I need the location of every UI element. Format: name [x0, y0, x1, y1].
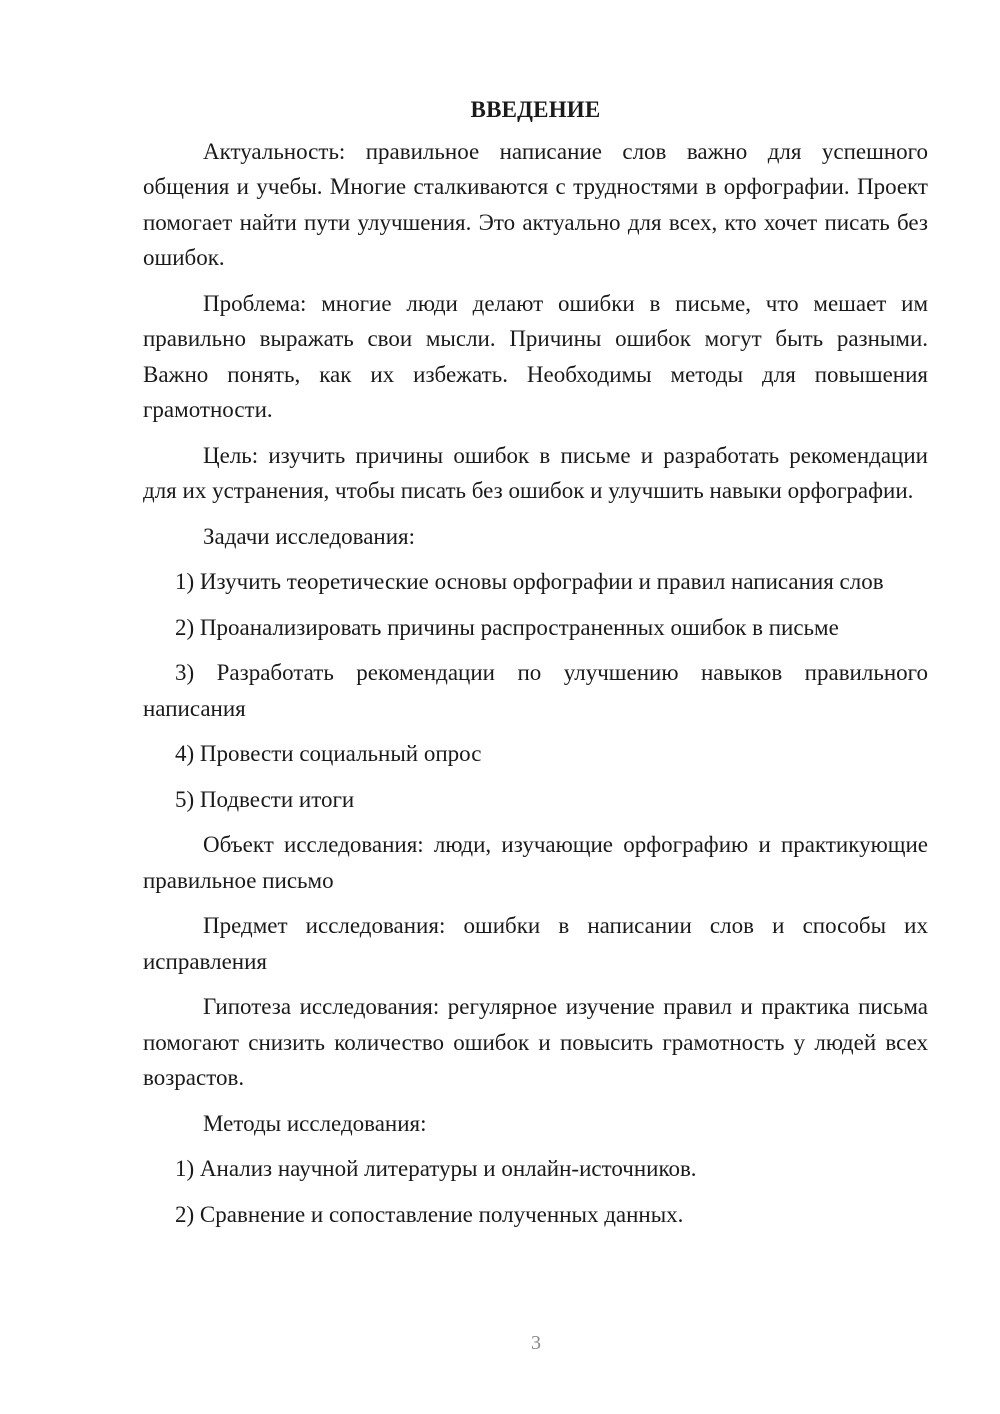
- task-item-4: 4) Провести социальный опрос: [175, 741, 482, 766]
- section-title: ВВЕДЕНИЕ: [470, 97, 601, 122]
- task-item-5: 5) Подвести итоги: [175, 786, 355, 812]
- task-item-1: 1) Изучить теоретические основы орфографии и правил написания слов: [175, 569, 884, 594]
- paragraph-object: Объект исследования: люди, изучающие орфографию и практикующие правильное письмо: [143, 832, 928, 893]
- method-item-1: 1) Анализ научной литературы и онлайн-источников.: [175, 1156, 697, 1181]
- paragraph-problem: Проблема: многие люди делают ошибки в письме, что мешает им правильно выражать свои мысли. Причины ошибок могут быть разными. Важно понять, как их избежать. Необходимы методы для повышения грамотности.: [143, 290, 928, 422]
- methods-heading: Методы исследования:: [203, 1110, 427, 1136]
- tasks-heading: Задачи исследования:: [203, 523, 416, 549]
- paragraph-goal: Цель: изучить причины ошибок в письме и разработать рекомендации для их устранения, чтобы писать без ошибок и улучшить навыки орфографии.: [143, 442, 928, 503]
- page-number: 3: [531, 1332, 541, 1354]
- task-item-2: 2) Проанализировать причины распространенных ошибок в письме: [175, 614, 839, 640]
- task-item-3: 3) Разработать рекомендации по улучшению навыков правильного написания: [143, 660, 928, 721]
- page-content: [143, 92, 928, 1242]
- paragraph-hypothesis: Гипотеза исследования: регулярное изучение правил и практика письма помогают снизить количество ошибок и повысить грамотность у людей всех возрастов.: [143, 994, 928, 1090]
- paragraph-relevance: Актуальность: правильное написание слов важно для успешного общения и учебы. Многие сталкиваются с трудностями в орфографии. Проект помогает найти пути улучшения. Это актуально для всех, кто хочет писать без ошибок.: [143, 138, 928, 270]
- method-item-2: 2) Сравнение и сопоставление полученных данных.: [175, 1201, 684, 1227]
- paragraph-subject: Предмет исследования: ошибки в написании слов и способы их исправления: [143, 913, 928, 974]
